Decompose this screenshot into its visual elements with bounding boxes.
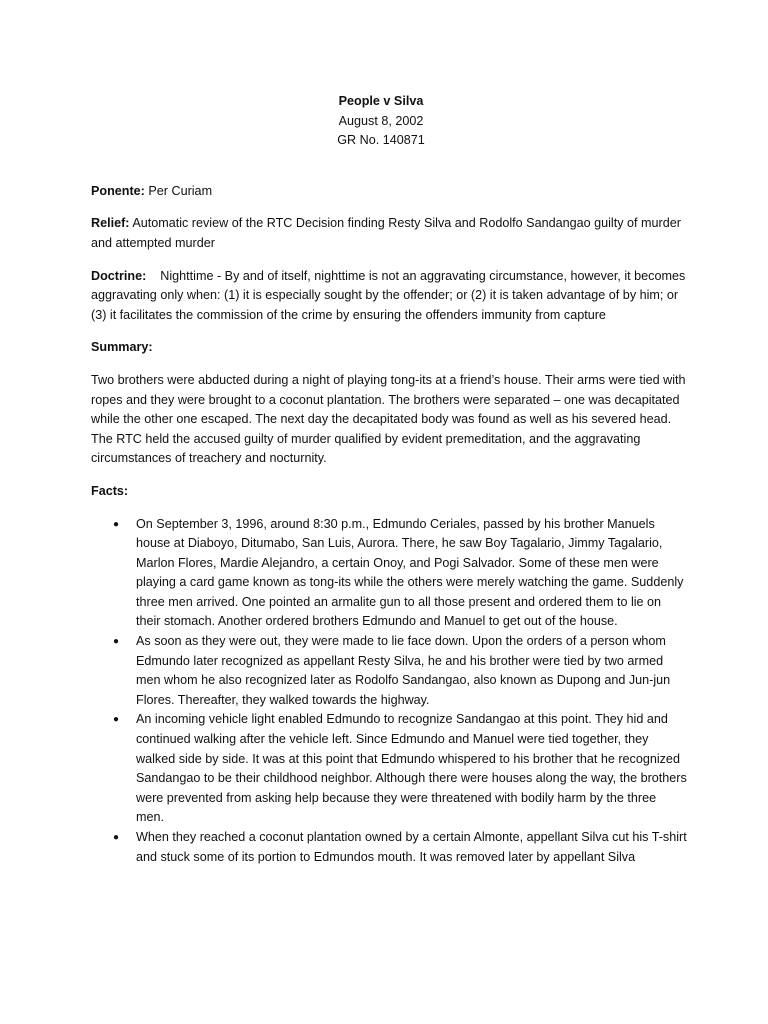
doctrine-label: Doctrine: [91, 268, 147, 283]
case-gr-number: GR No. 140871 [337, 133, 425, 148]
bullet-icon: ● [113, 518, 120, 530]
ponente-label: Ponente: [91, 183, 145, 198]
relief-value: Automatic review of the RTC Decision finding Resty Silva and Rodolfo Sandangao guilty of murder and attempted murder [91, 216, 681, 250]
document-body [91, 92, 687, 867]
summary-paragraph: Two brothers were abducted during a night of playing tong-its at a friend’s house. Their arms were tied with ropes and they were brought to a coconut plantation. The brothers were separated – one was decapitated while the other one escaped. The next day the decapitated body was found as well as his severed head. The RTC held the accused guilty of murder qualified by evident premeditation, and the aggravating circumstances of treachery and nocturnity. [91, 372, 686, 466]
ponente-value: Per Curiam [148, 183, 213, 198]
case-date: August 8, 2002 [338, 113, 424, 128]
doctrine-paragraph [91, 267, 687, 326]
list-item [91, 632, 687, 710]
facts-heading: Facts: [91, 483, 129, 498]
ponente-line [91, 182, 687, 202]
case-header [91, 92, 671, 151]
relief-label: Relief: [91, 216, 130, 231]
fact-text: When they reached a coconut plantation owned by a certain Almonte, appellant Silva cut his T-shirt and stuck some of its portion to Edmundos mouth. It was removed later by appellant Silva [136, 830, 687, 864]
list-item [91, 710, 687, 828]
list-item [91, 515, 687, 633]
case-title: People v Silva [338, 94, 424, 108]
fact-text: An incoming vehicle light enabled Edmundo to recognize Sandangao at this point. They hid and continued walking after the vehicle left. Since Edmundo and Manuel were tied together, they walked side by side. It was at this point that Edmundo whispered to his brother that he recognized Sandangao to be their childhood neighbor. Although there were houses along the way, the brothers were prevented from asking help because they were threatened with bodily harm by the three men. [136, 712, 687, 825]
list-item [91, 828, 687, 867]
bullet-icon: ● [113, 714, 120, 726]
relief-paragraph [91, 214, 687, 253]
fact-text: On September 3, 1996, around 8:30 p.m., Edmundo Ceriales, passed by his brother Manuels house at Diaboyo, Ditumabo, San Luis, Aurora. There, he saw Boy Tagalario, Jimmy Tagalario, Marlon Flores, Mardie Alejandro, a certain Onoy, and Pogi Salvador. Some of these men were playing a card game known as tong-its while the others were merely watching the game. Suddenly three men arrived. One pointed an armalite gun to all those present and ordered them to lie on their stomach. Another ordered brothers Edmundo and Manuel to get out of the house. [136, 516, 684, 629]
summary-heading: Summary: [91, 340, 153, 355]
fact-text: As soon as they were out, they were made to lie face down. Upon the orders of a person whom Edmundo later recognized as appellant Resty Silva, he and his brother were tied by two armed men whom he also recognized later as Rodolfo Sandangao, also known as Dupong and Jun-jun Flores. Thereafter, they walked towards the highway. [136, 634, 671, 707]
bullet-icon: ● [113, 636, 120, 648]
facts-list [91, 515, 687, 868]
bullet-icon: ● [113, 832, 120, 843]
doctrine-value: Nighttime - By and of itself, nighttime is not an aggravating circumstance, however, it becomes aggravating only when: (1) it is especially sought by the offender; or (2) it is taken advantage of by him; or (3) it facilitates the commission of the crime by ensuring the offenders immunity from capture [91, 268, 686, 322]
